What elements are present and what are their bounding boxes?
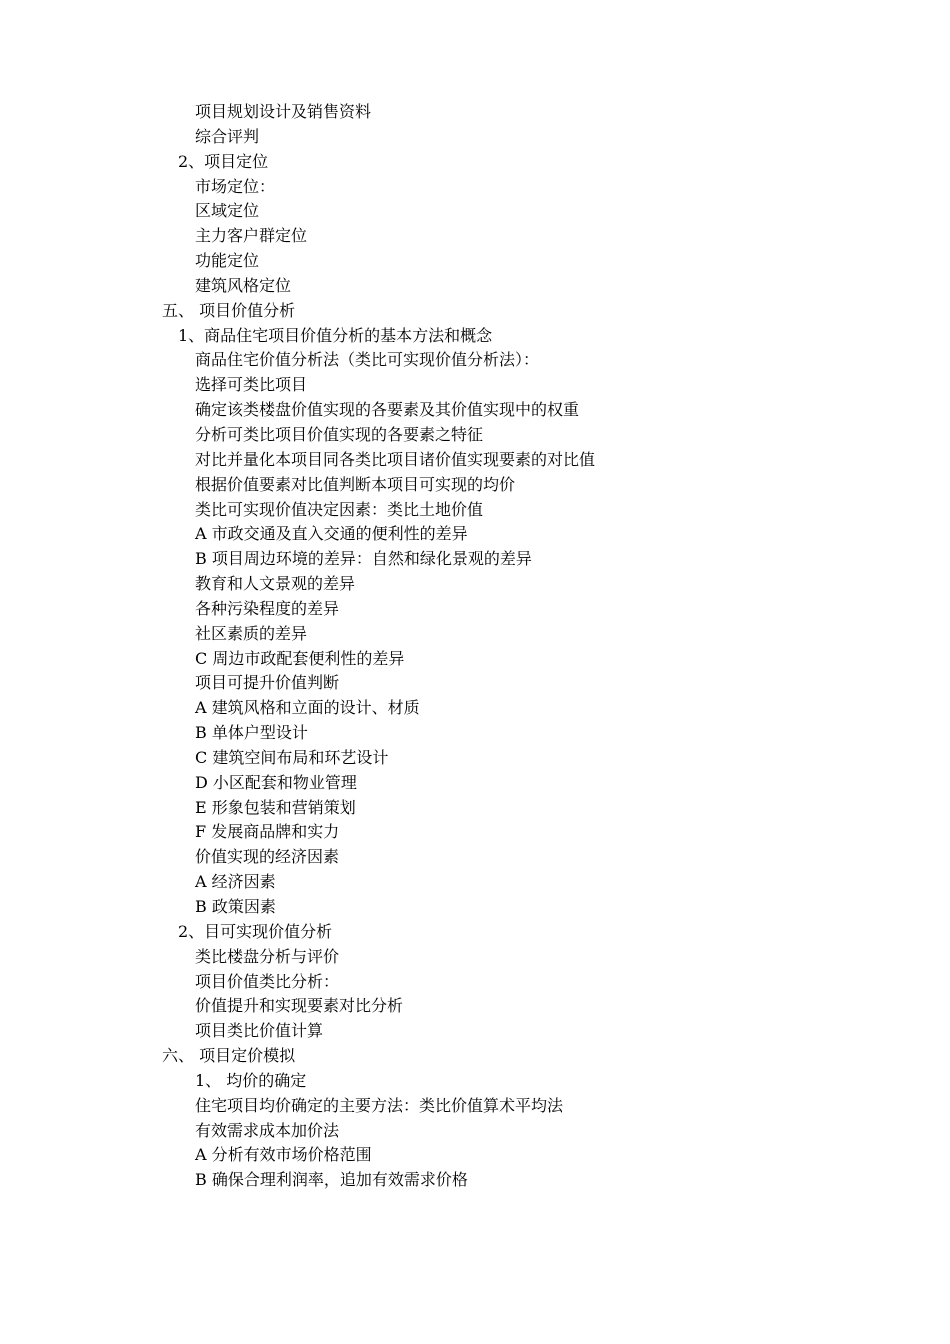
outline-item: 住宅项目均价确定的主要方法：类比价值算术平均法: [195, 1095, 564, 1115]
outline-item: A 建筑风格和立面的设计、材质: [195, 698, 420, 718]
outline-item: 社区素质的差异: [195, 623, 308, 643]
outline-item: 类比楼盘分析与评价: [195, 946, 340, 966]
outline-item: 区域定位: [195, 201, 260, 221]
outline-item: 有效需求成本加价法: [195, 1120, 340, 1140]
outline-item: 建筑风格定位: [195, 275, 292, 295]
outline-item: 分析可类比项目价值实现的各要素之特征: [195, 424, 484, 444]
outline-item: 主力客户群定位: [195, 226, 308, 246]
outline-item: 功能定位: [195, 251, 260, 271]
outline-item: 选择可类比项目: [195, 375, 308, 395]
outline-item: 商品住宅价值分析法（类比可实现价值分析法）：: [195, 350, 540, 370]
outline-item: 项目类比价值计算: [195, 1021, 324, 1041]
outline-item: 类比可实现价值决定因素：类比土地价值: [195, 499, 484, 519]
outline-item: 项目可提升价值判断: [195, 673, 340, 693]
outline-item: 市场定位：: [195, 176, 276, 196]
document-page: [0, 100, 950, 1193]
section-heading: 五、 项目价值分析: [162, 300, 296, 320]
outline-item: 项目规划设计及销售资料: [195, 102, 372, 121]
subsection-heading: 2、项目定位: [178, 151, 269, 171]
subsection-heading: 1、商品住宅项目价值分析的基本方法和概念: [178, 325, 493, 345]
outline-item: B 单体户型设计: [195, 723, 308, 743]
outline-item: 项目价值类比分析：: [195, 971, 340, 991]
section-heading: 六、 项目定价模拟: [162, 1046, 296, 1066]
outline-item: B 确保合理利润率，追加有效需求价格: [195, 1170, 468, 1190]
outline-item: 对比并量化本项目同各类比项目诸价值实现要素的对比值: [195, 449, 596, 469]
outline-item: 价值提升和实现要素对比分析: [195, 996, 404, 1016]
outline-item: 各种污染程度的差异: [195, 598, 340, 618]
outline-item: A 市政交通及直入交通的便利性的差异: [195, 524, 468, 544]
outline-item: 1、 均价的确定: [195, 1070, 307, 1090]
outline-item: 综合评判: [195, 126, 260, 146]
subsection-heading: 2、目可实现价值分析: [178, 921, 333, 941]
outline-item: 价值实现的经济因素: [195, 847, 340, 867]
outline-item: B 政策因素: [195, 897, 276, 916]
outline-item: A 分析有效市场价格范围: [195, 1145, 372, 1165]
outline-item: B 项目周边环境的差异：自然和绿化景观的差异: [195, 549, 532, 569]
outline-item: F 发展商品牌和实力: [195, 822, 340, 842]
outline-item: 根据价值要素对比值判断本项目可实现的均价: [195, 474, 516, 494]
outline-item: A 经济因素: [195, 872, 276, 892]
outline-item: 教育和人文景观的差异: [195, 574, 356, 594]
outline-item: E 形象包装和营销策划: [195, 797, 356, 817]
outline-item: C 周边市政配套便利性的差异: [195, 648, 405, 668]
outline-item: C 建筑空间布局和环艺设计: [195, 747, 389, 767]
outline-item: D 小区配套和物业管理: [195, 772, 357, 792]
outline-item: 确定该类楼盘价值实现的各要素及其价值实现中的权重: [195, 400, 580, 420]
